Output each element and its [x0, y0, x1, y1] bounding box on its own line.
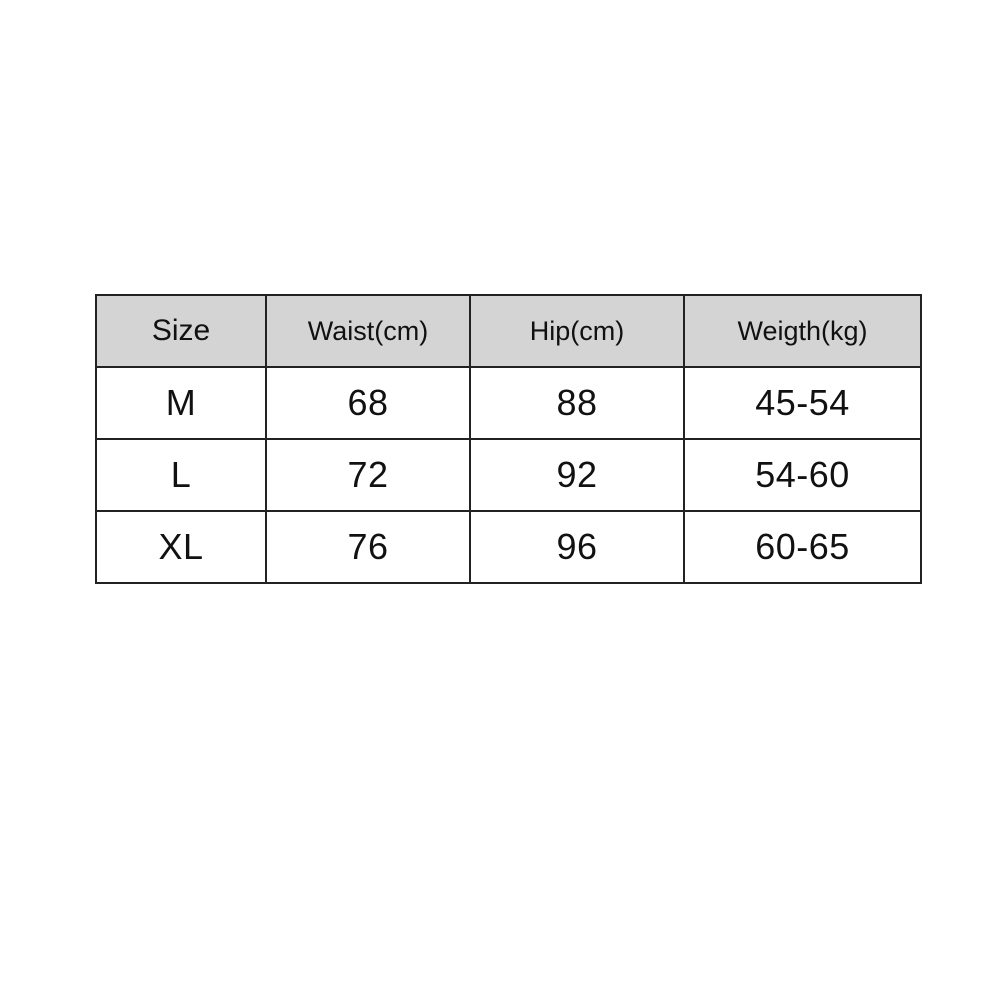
header-waist: Waist(cm) [266, 295, 470, 367]
waist-cell: 76 [266, 511, 470, 583]
waist-cell: 68 [266, 367, 470, 439]
hip-cell: 96 [470, 511, 684, 583]
table-row [96, 367, 921, 439]
hip-cell: 92 [470, 439, 684, 511]
size-cell: XL [96, 511, 266, 583]
size-chart-table [95, 294, 922, 584]
header-hip: Hip(cm) [470, 295, 684, 367]
header-size: Size [96, 295, 266, 367]
weight-cell: 45-54 [684, 367, 921, 439]
size-cell: L [96, 439, 266, 511]
weight-cell: 54-60 [684, 439, 921, 511]
waist-cell: 72 [266, 439, 470, 511]
header-row [96, 295, 921, 367]
table-row [96, 439, 921, 511]
header-weight: Weigth(kg) [684, 295, 921, 367]
hip-cell: 88 [470, 367, 684, 439]
weight-cell: 60-65 [684, 511, 921, 583]
table-row [96, 511, 921, 583]
size-cell: M [96, 367, 266, 439]
